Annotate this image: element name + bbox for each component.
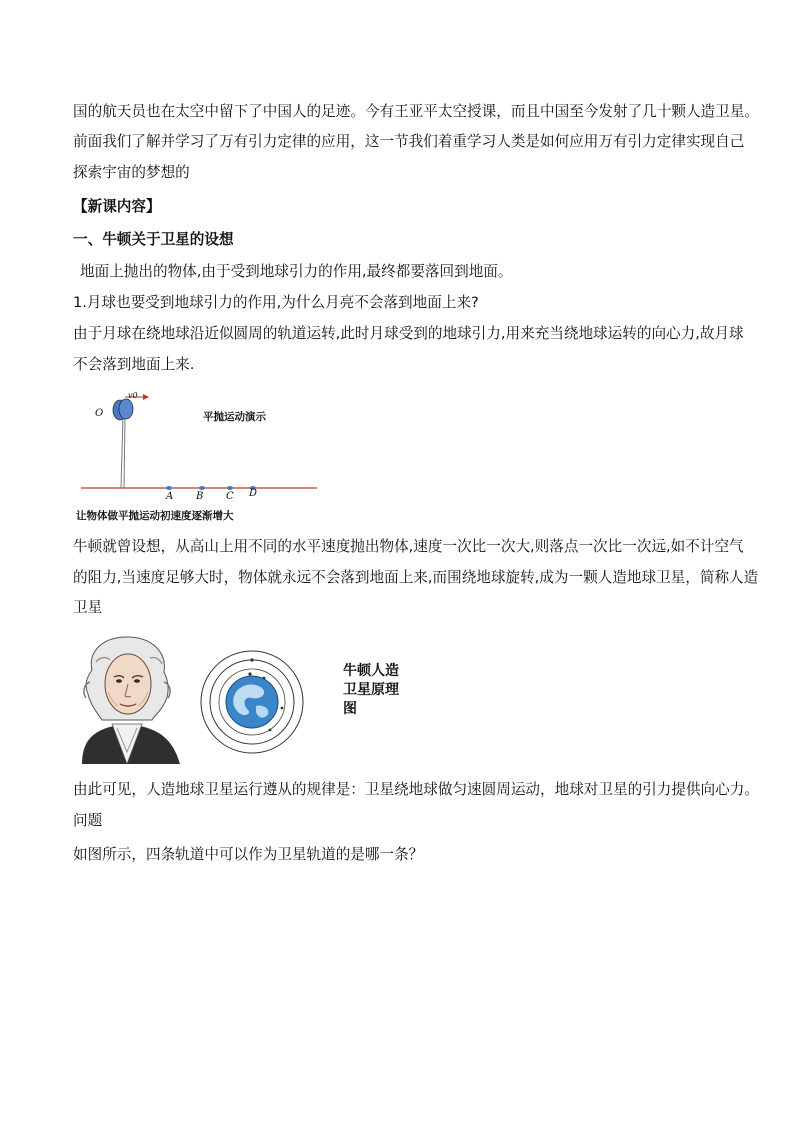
paragraph-intro-2: 前面我们了解并学习了万有引力定律的应用，这一节我们着重学习人类是如何应用万有引力定律实现自己 (73, 133, 745, 150)
point-label-a: A (166, 491, 174, 502)
point-label-b: B (196, 491, 204, 502)
point-label-d: D (249, 488, 258, 499)
newton-figure-caption (343, 662, 399, 719)
paragraph-intro-1: 国的航天员也在太空中留下了中国人的足迹。今有王亚平太空授课，而且中国至今发射了几十颗人造卫星。 (73, 103, 759, 120)
portrait-icon (72, 632, 182, 764)
orbit-diagram (198, 648, 306, 756)
question-moon: 1.月球也要受到地球引力的作用,为什么月亮不会落到地面上来? (73, 294, 479, 311)
landing-point-b (199, 486, 205, 490)
paragraph-satellite-law: 由此可见，人造地球卫星运行遵从的规律是：卫星绕地球做匀速圆周运动，地球对卫星的引力提供向心力。 (73, 781, 759, 798)
caption-line: 卫星原理 (343, 682, 399, 698)
landing-point-a (166, 486, 172, 490)
point-label-c: C (226, 491, 234, 502)
question-orbits: 如图所示，四条轨道中可以作为卫星轨道的是哪一条？ (73, 846, 424, 863)
answer-moon-line-2: 不会落到地面上来. (73, 356, 195, 373)
projectile-figure (73, 390, 323, 525)
newton-portrait (72, 632, 182, 764)
paragraph-intro-3: 探索宇宙的梦想的 (73, 164, 190, 181)
projectile-diagram (73, 390, 323, 525)
answer-moon-line-1: 由于月球在绕地球沿近似圆周的轨道运转,此时月球受到的地球引力,用来充当绕地球运转的向心力,故月球 (73, 325, 744, 342)
caption-line: 图 (343, 701, 357, 717)
drop-line-2 (124, 416, 125, 488)
ball-icon (119, 399, 133, 419)
caption-line: 牛顿人造 (343, 663, 399, 679)
origin-label: O (95, 408, 104, 419)
paragraph-newton-line-3: 卫星 (73, 599, 103, 616)
earth-orbit-icon (198, 648, 306, 756)
drop-line-1 (121, 416, 123, 488)
velocity-label: v0 (128, 391, 138, 400)
paragraph-newton-line-1: 牛顿就曾设想，从高山上用不同的水平速度抛出物体,速度一次比一次大,则落点一次比一次远,如不计空气 (73, 538, 744, 555)
arrowhead-icon (143, 394, 149, 400)
projectile-title: 平抛运动演示 (203, 411, 266, 423)
heading-newton-satellite: 一、牛顿关于卫星的设想 (73, 231, 234, 248)
landing-point-c (227, 486, 233, 490)
section-tag: 【新课内容】 (73, 198, 161, 215)
paragraph-newton-line-2: 的阻力,当速度足够大时，物体就永远不会落到地面上来,而围绕地球旋转,成为一颗人造地球卫星，简称人造 (73, 569, 759, 586)
paragraph-falling-objects: 地面上抛出的物体,由于受到地球引力的作用,最终都要落回到地面。 (80, 263, 513, 280)
question-label: 问题 (73, 812, 103, 829)
projectile-caption: 让物体做平抛运动初速度逐渐增大 (76, 510, 234, 522)
